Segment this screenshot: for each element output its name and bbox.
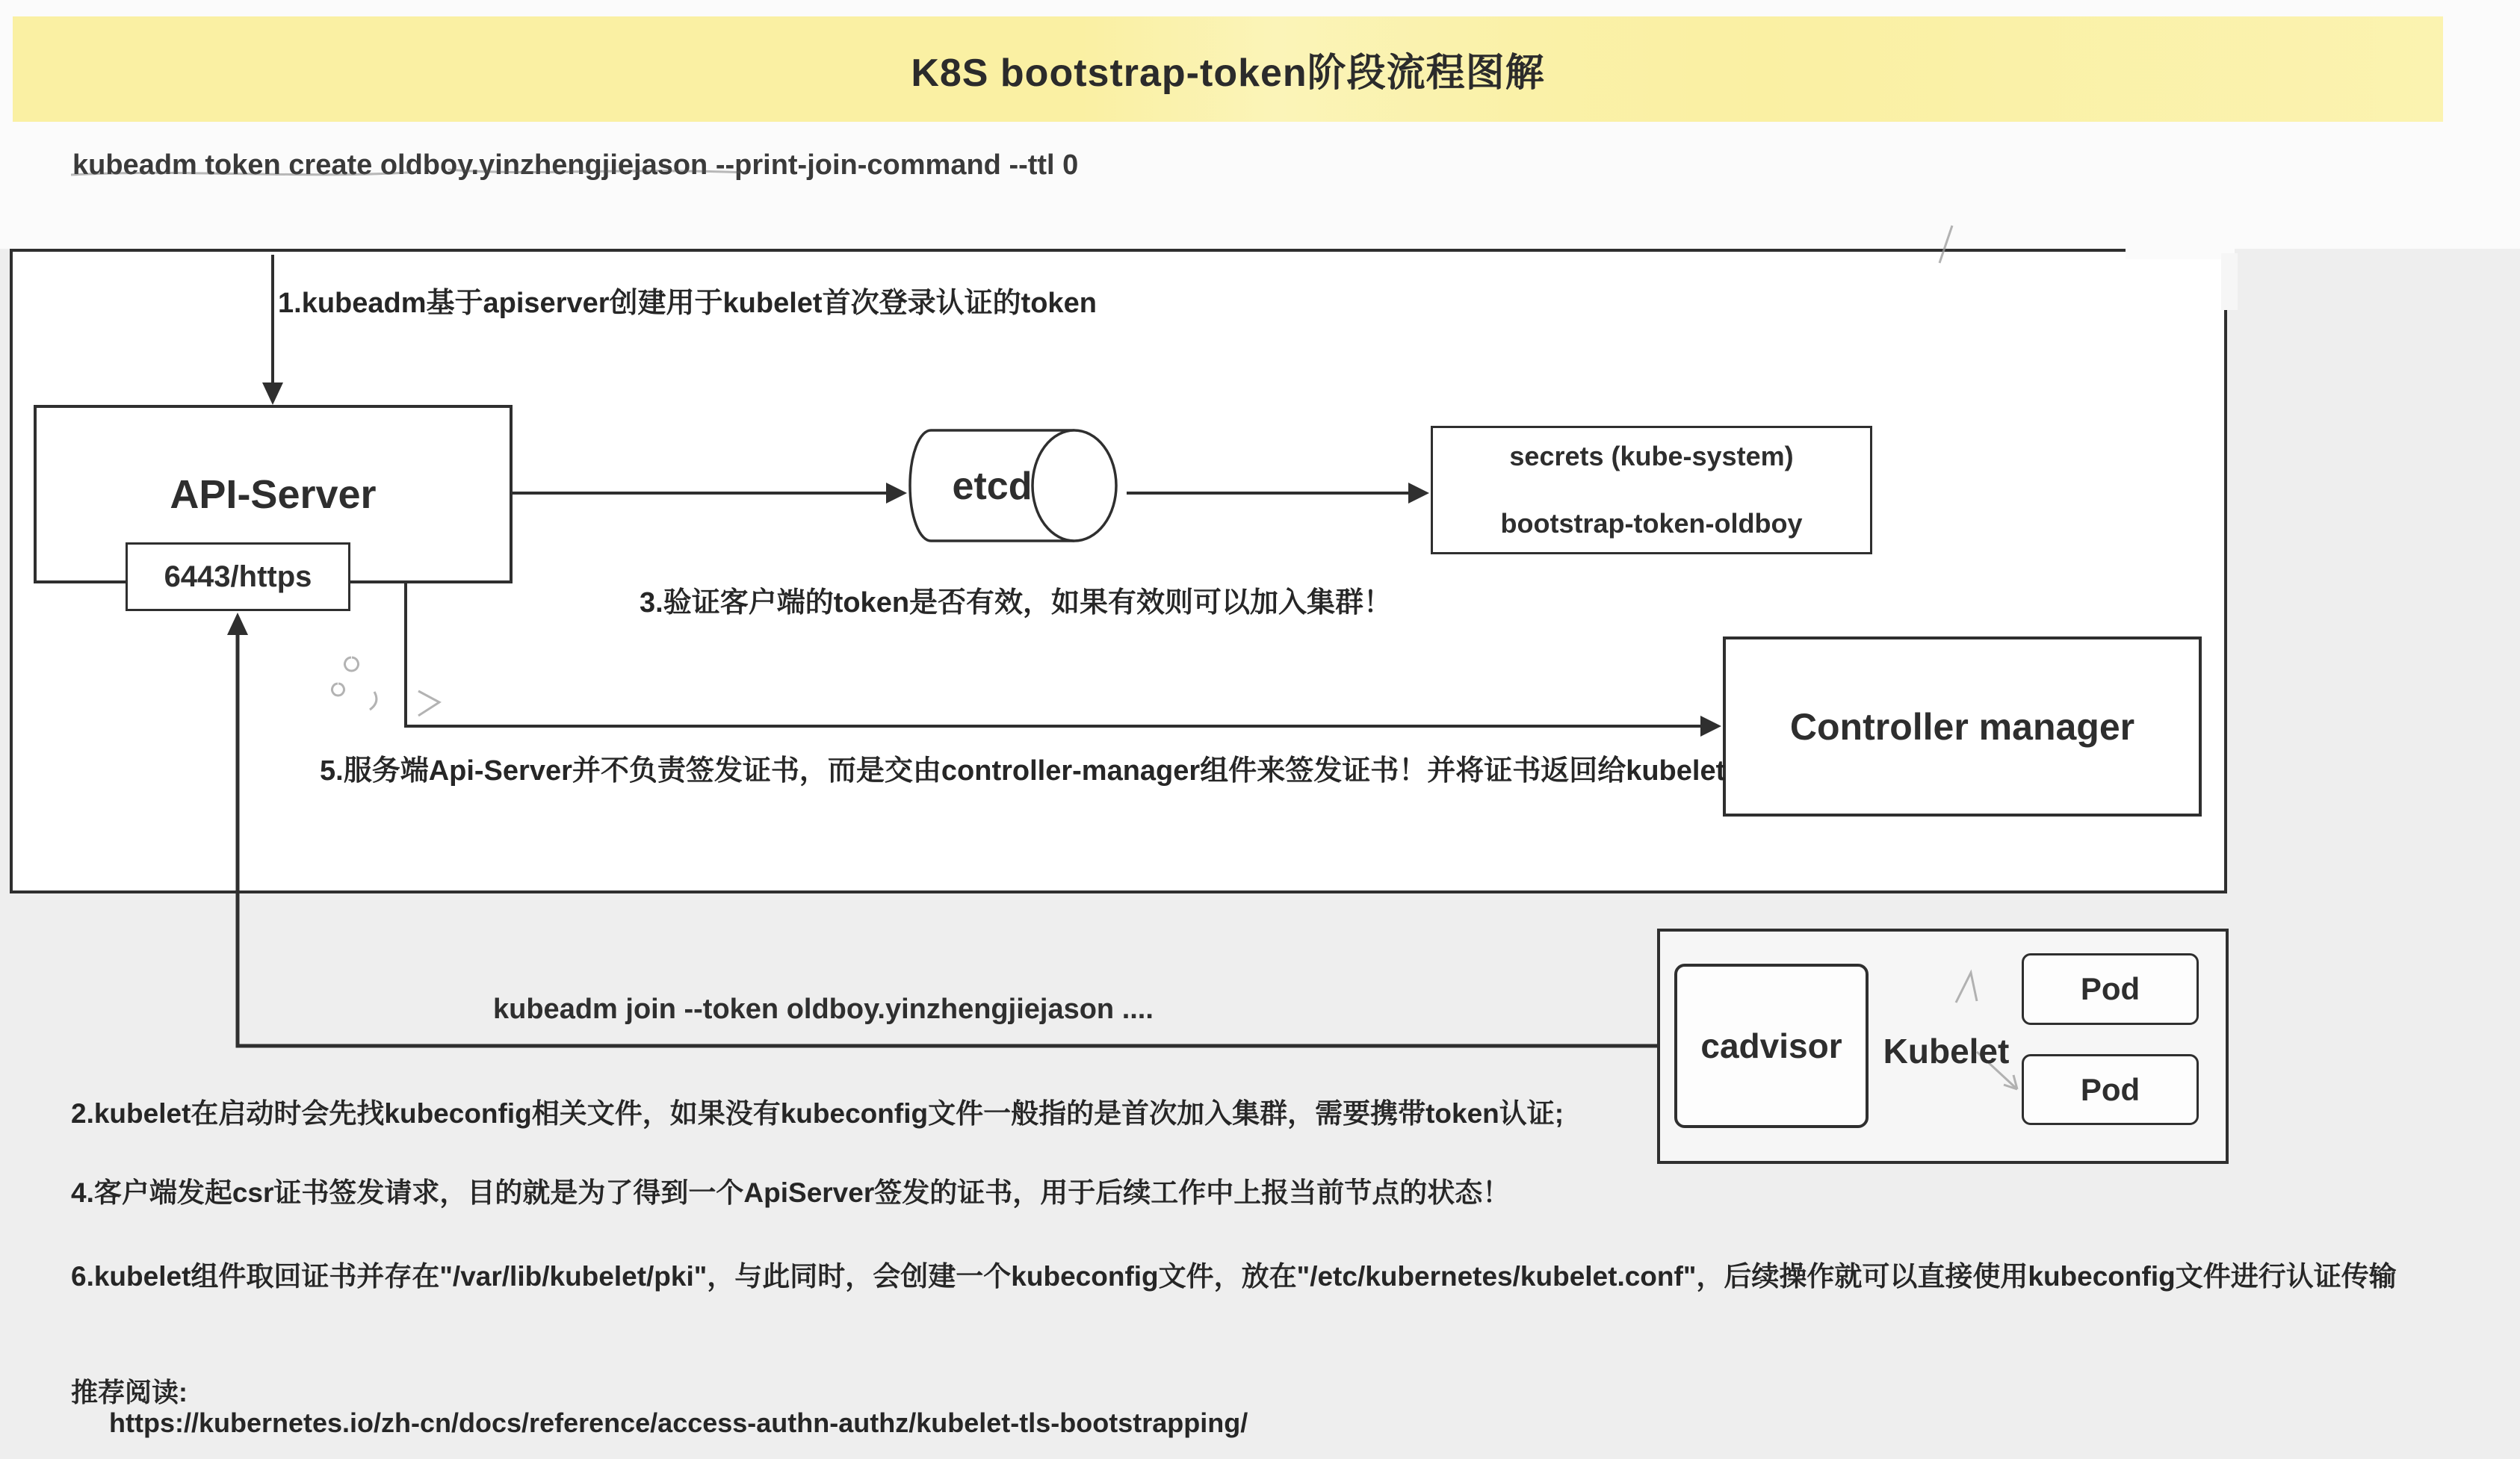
cadvisor-label: cadvisor — [1700, 1026, 1842, 1065]
controller-manager-box — [1723, 636, 2202, 817]
annotation-step5: 5.服务端Api-Server并不负责签发证书，而是交由controller-manager组件来签发证书！并将证书返回给kubelet — [320, 755, 1726, 787]
api-server-label: API-Server — [170, 471, 377, 517]
frame-erasure-patch-top — [2126, 244, 2235, 259]
title-banner — [13, 16, 2443, 122]
annotation-step6: 6.kubelet组件取回证书并存在"/var/lib/kubelet/pki"，与此同时，会创建一个kubeconfig文件，放在"/etc/kubernetes/kubelet.conf"，后续操作就可以直接使用kubeconfig文件进行认证传输 — [71, 1261, 2397, 1292]
annotation-step1: 1.kubeadm基于apiserver创建用于kubelet首次登录认证的token — [278, 288, 1097, 319]
page-title: K8S bootstrap-token阶段流程图解 — [911, 52, 1545, 95]
recommended-reading-url: https://kubernetes.io/zh-cn/docs/reference/access-authn-authz/kubelet-tls-bootstrapping/ — [109, 1407, 1248, 1438]
token-create-command: kubeadm token create oldboy.yinzhengjiejason --print-join-command --ttl 0 — [72, 149, 1079, 181]
pod-label-2: Pod — [2080, 1071, 2140, 1107]
frame-erasure-patch-right — [2221, 253, 2238, 310]
annotation-step2: 2.kubelet在启动时会先找kubeconfig相关文件，如果没有kubeconfig文件一般指的是首次加入集群，需要携带token认证; — [71, 1098, 1564, 1129]
annotation-step4: 4.客户端发起csr证书签发请求，目的就是为了得到一个ApiServer签发的证书，用于后续工作中上报当前节点的状态！ — [71, 1177, 1511, 1208]
kubelet-label: Kubelet — [1883, 1032, 2010, 1071]
secrets-namespace-label: secrets (kube-system) — [1509, 441, 1794, 471]
pod-box-1 — [2022, 953, 2199, 1025]
secrets-token-label: bootstrap-token-oldboy — [1500, 508, 1803, 539]
recommended-reading-label: 推荐阅读: — [71, 1377, 188, 1407]
controller-manager-label: Controller manager — [1789, 705, 2135, 748]
annotation-step3: 3.验证客户端的token是否有效，如果有效则可以加入集群！ — [640, 587, 1393, 619]
pod-box-2 — [2022, 1054, 2199, 1125]
port-6443-box — [126, 542, 350, 611]
join-command-label: kubeadm join --token oldboy.yinzhengjiejason .... — [493, 994, 1154, 1025]
etcd-label: etcd — [952, 465, 1033, 508]
cadvisor-box — [1674, 964, 1869, 1128]
etcd-cylinder — [908, 426, 1133, 545]
pod-label-1: Pod — [2080, 971, 2140, 1006]
port-6443-label: 6443/https — [164, 560, 312, 593]
secrets-box — [1431, 426, 1872, 554]
